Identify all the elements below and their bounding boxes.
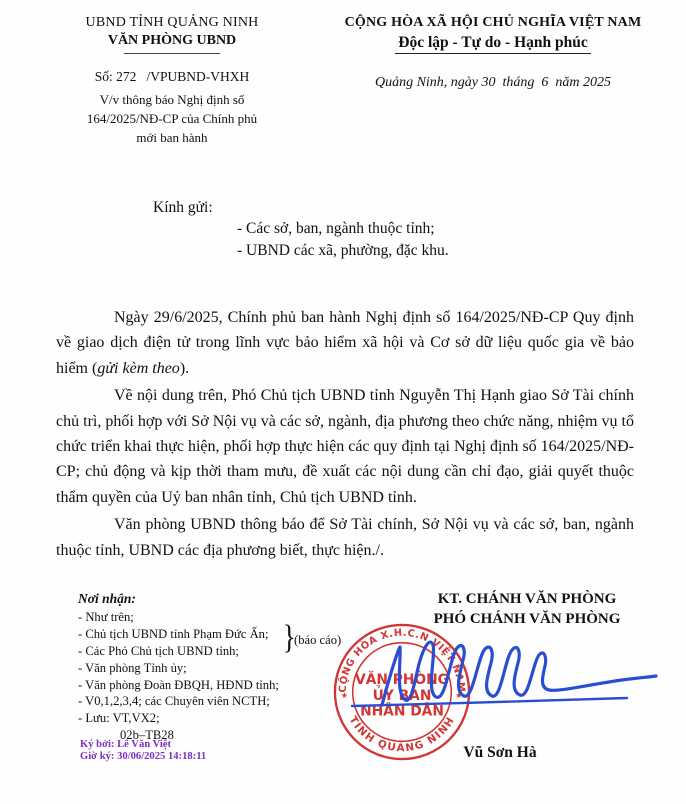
place-and-date: Quảng Ninh, ngày 30 tháng 6 năm 2025 <box>374 75 612 90</box>
distribution-item: - Lưu: VT,VX2; <box>78 711 160 726</box>
paragraph-text: ). <box>179 359 190 377</box>
digital-signing-info <box>80 739 206 763</box>
signature-title-line-2: PHÓ CHÁNH VĂN PHÒNG <box>433 611 621 627</box>
recipient-item: - UBND các xã, phường, đặc khu. <box>237 241 449 259</box>
document-body <box>56 305 634 563</box>
seal-center-line-3: NHÂN DÂN <box>360 703 444 720</box>
signature-title-line-1: KT. CHÁNH VĂN PHÒNG <box>437 591 617 607</box>
subject-line-1: V/v thông báo Nghị định số <box>99 92 245 107</box>
distribution-item: - Như trên; <box>78 609 134 624</box>
recipients-label: Kính gửi: <box>153 199 213 216</box>
report-note: (báo cáo) <box>294 633 342 647</box>
signer-name: Vũ Sơn Hà <box>463 744 537 761</box>
subject-line-2: 164/2025/NĐ-CP của Chính phủ <box>86 111 258 126</box>
paragraph-italic-note: gửi kèm theo <box>97 359 180 377</box>
distribution-item-code: 02b–TB28 <box>120 728 174 743</box>
seal-top-arc-text: CỘNG HÒA X.H.C.N VIỆT NAM <box>337 627 467 693</box>
distribution-item: - Văn phòng Tỉnh ủy; <box>78 660 187 675</box>
body-paragraph-1 <box>56 305 634 381</box>
body-paragraph-2: Về nội dung trên, Phó Chủ tịch UBND tỉnh Nguyễn Thị Hạnh giao Sở Tài chính chủ trì, phối hợp với Sở Nội vụ và các sở, ngành, địa phương theo chức năng, nhiệm vụ tổ chức triển khai thực hiện, phối hợp thực hiện các quy định tại Nghị định số 164/2025/NĐ-CP; chủ động và kịp thời tham mưu, đề xuất các nội dung cần chỉ đạo, giải quyết thuộc thẩm quyền của Uỷ ban nhân tỉnh, Chủ tịch UBND tỉnh. <box>56 387 634 506</box>
seal-center-line-1: VĂN PHÒNG <box>355 672 449 689</box>
signed-by-line: Ký bởi: Lê Văn Việt <box>80 739 172 750</box>
distribution-item: - Chủ tịch UBND tỉnh Phạm Đức Ấn; <box>78 626 269 641</box>
seal-star-right-icon: ★ <box>455 690 463 700</box>
header-national-motto <box>312 15 674 91</box>
agency-name: VĂN PHÒNG UBND <box>107 33 237 48</box>
official-red-seal <box>331 621 473 763</box>
seal-center-line-2: ỦY BAN <box>372 687 432 704</box>
agency-underline <box>124 53 220 54</box>
recipients-list <box>237 218 449 261</box>
document-number: Số: 272 /VPUBND-VHXH <box>94 69 250 84</box>
distribution-item: - V0,1,2,3,4; các Chuyên viên NCTH; <box>78 694 270 709</box>
national-motto: Độc lập - Tự do - Hạnh phúc <box>395 34 590 54</box>
body-paragraph-3: Văn phòng UBND thông báo để Sở Tài chính, Sở Nội vụ và các sở, ban, ngành thuộc tỉnh, UBND các địa phương biết, thực hiện./. <box>56 516 634 559</box>
recipient-item: - Các sở, ban, ngành thuộc tỉnh; <box>237 220 435 237</box>
subject-line-3: mới ban hành <box>136 130 208 145</box>
distribution-label: Nơi nhận: <box>78 591 136 606</box>
grouping-brace: } <box>282 619 296 656</box>
signed-time-line: Giờ ký: 30/06/2025 14:18:11 <box>80 751 207 762</box>
document-subject <box>36 90 308 147</box>
distribution-item: - Văn phòng Đoàn ĐBQH, HĐND tỉnh; <box>78 677 279 692</box>
distribution-item: - Các Phó Chủ tịch UBND tỉnh; <box>78 643 239 658</box>
seal-bottom-arc-text: TỈNH QUẢNG NINH <box>346 714 458 755</box>
seal-star-left-icon: ★ <box>340 690 348 700</box>
agency-parent-name: UBND TỈNH QUẢNG NINH <box>85 15 259 30</box>
paragraph-text: Ngày 29/6/2025, Chính phủ ban hành Nghị định số 164/2025/NĐ-CP Quy định về giao dịch điện tử trong lĩnh vực bảo hiểm xã hội và Cơ sở dữ liệu quốc gia về bảo hiểm ( <box>56 309 634 377</box>
distribution-list <box>78 591 279 744</box>
national-title: CỘNG HÒA XÃ HỘI CHỦ NGHĨA VIỆT NAM <box>344 15 642 30</box>
header-issuing-agency <box>36 15 308 147</box>
